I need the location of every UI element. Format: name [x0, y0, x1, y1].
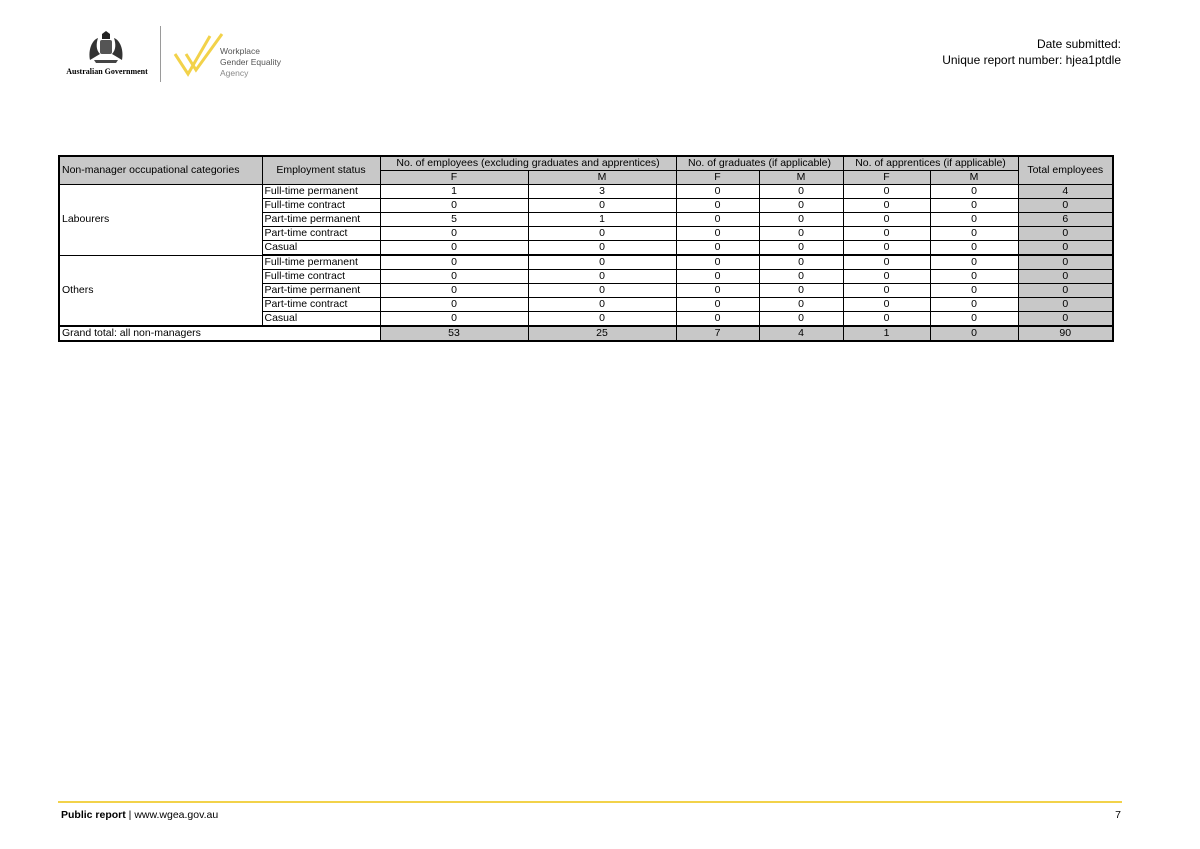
agency-line-3: Agency [220, 68, 249, 78]
value-cell: 3 [528, 185, 676, 199]
value-cell: 0 [759, 312, 843, 327]
value-cell: 0 [676, 185, 759, 199]
grand-total-label: Grand total: all non-managers [59, 326, 380, 341]
value-cell: 0 [930, 241, 1018, 256]
value-cell: 0 [380, 255, 528, 270]
status-cell: Part-time permanent [262, 213, 380, 227]
value-cell: 0 [676, 270, 759, 284]
value-cell: 0 [380, 227, 528, 241]
status-cell: Full-time permanent [262, 255, 380, 270]
value-cell: 0 [759, 213, 843, 227]
report-meta [942, 36, 1121, 68]
value-cell: 0 [380, 270, 528, 284]
header-employees-m: M [528, 171, 676, 185]
value-cell: 0 [676, 255, 759, 270]
report-number: Unique report number: hjea1ptdle [942, 53, 1121, 67]
header-category: Non-manager occupational categories [59, 156, 262, 185]
footer-url[interactable]: www.wgea.gov.au [134, 809, 219, 821]
total-cell: 0 [1018, 227, 1113, 241]
table-row [59, 185, 1113, 199]
grand-total-value: 53 [380, 326, 528, 341]
header-graduates-f: F [676, 171, 759, 185]
footer-divider [58, 801, 1122, 803]
status-cell: Part-time permanent [262, 284, 380, 298]
value-cell: 0 [528, 241, 676, 256]
value-cell: 0 [380, 298, 528, 312]
total-cell: 0 [1018, 298, 1113, 312]
category-cell: Labourers [59, 185, 262, 256]
grand-total-value: 25 [528, 326, 676, 341]
header-apprentices-f: F [843, 171, 930, 185]
page-number: 7 [1115, 809, 1121, 821]
header-graduates-m: M [759, 171, 843, 185]
value-cell: 0 [843, 185, 930, 199]
value-cell: 0 [930, 312, 1018, 327]
value-cell: 0 [759, 227, 843, 241]
value-cell: 0 [843, 255, 930, 270]
value-cell: 0 [843, 270, 930, 284]
value-cell: 0 [843, 284, 930, 298]
logo-area [62, 26, 302, 84]
header-status: Employment status [262, 156, 380, 185]
gov-name: Australian Government [66, 67, 148, 76]
header-employees-f: F [380, 171, 528, 185]
value-cell: 0 [843, 199, 930, 213]
grand-total-total: 90 [1018, 326, 1113, 341]
total-cell: 6 [1018, 213, 1113, 227]
logo-divider [160, 26, 161, 82]
wgea-tick-icon [172, 32, 226, 78]
value-cell: 0 [843, 227, 930, 241]
value-cell: 0 [930, 298, 1018, 312]
value-cell: 0 [843, 213, 930, 227]
category-cell: Others [59, 255, 262, 326]
value-cell: 0 [528, 284, 676, 298]
status-cell: Casual [262, 312, 380, 327]
value-cell: 0 [930, 270, 1018, 284]
header-apprentices-m: M [930, 171, 1018, 185]
header-employees: No. of employees (excluding graduates and apprentices) [380, 156, 676, 171]
status-cell: Part-time contract [262, 227, 380, 241]
total-cell: 0 [1018, 270, 1113, 284]
value-cell: 0 [676, 312, 759, 327]
value-cell: 0 [759, 298, 843, 312]
status-cell: Full-time contract [262, 270, 380, 284]
value-cell: 0 [930, 284, 1018, 298]
value-cell: 0 [380, 312, 528, 327]
value-cell: 0 [528, 227, 676, 241]
value-cell: 0 [528, 255, 676, 270]
value-cell: 0 [759, 270, 843, 284]
grand-total-value: 0 [930, 326, 1018, 341]
footer-public-report: Public report [61, 809, 126, 821]
total-cell: 0 [1018, 284, 1113, 298]
grand-total-value: 7 [676, 326, 759, 341]
value-cell: 0 [528, 270, 676, 284]
status-cell: Full-time contract [262, 199, 380, 213]
value-cell: 0 [759, 185, 843, 199]
total-cell: 4 [1018, 185, 1113, 199]
grand-total-value: 1 [843, 326, 930, 341]
header-graduates: No. of graduates (if applicable) [676, 156, 843, 171]
footer-text [61, 809, 218, 821]
value-cell: 0 [759, 255, 843, 270]
value-cell: 0 [930, 227, 1018, 241]
value-cell: 0 [930, 255, 1018, 270]
total-cell: 0 [1018, 312, 1113, 327]
value-cell: 0 [380, 284, 528, 298]
coat-of-arms-icon [82, 30, 130, 64]
value-cell: 0 [759, 241, 843, 256]
grand-total-row [59, 326, 1113, 341]
value-cell: 0 [930, 213, 1018, 227]
status-cell: Part-time contract [262, 298, 380, 312]
value-cell: 0 [676, 284, 759, 298]
value-cell: 0 [528, 298, 676, 312]
header-total: Total employees [1018, 156, 1113, 185]
value-cell: 0 [528, 312, 676, 327]
value-cell: 0 [843, 312, 930, 327]
value-cell: 0 [676, 298, 759, 312]
non-manager-table [58, 155, 1114, 342]
value-cell: 1 [528, 213, 676, 227]
value-cell: 5 [380, 213, 528, 227]
status-cell: Casual [262, 241, 380, 256]
value-cell: 0 [759, 199, 843, 213]
grand-total-value: 4 [759, 326, 843, 341]
value-cell: 0 [380, 241, 528, 256]
total-cell: 0 [1018, 255, 1113, 270]
header-apprentices: No. of apprentices (if applicable) [843, 156, 1018, 171]
value-cell: 1 [380, 185, 528, 199]
value-cell: 0 [843, 298, 930, 312]
value-cell: 0 [759, 284, 843, 298]
table-row [59, 255, 1113, 270]
agency-line-1: Workplace [220, 46, 260, 56]
value-cell: 0 [380, 199, 528, 213]
agency-line-2: Gender Equality [220, 57, 281, 67]
value-cell: 0 [930, 185, 1018, 199]
value-cell: 0 [676, 213, 759, 227]
date-submitted: Date submitted: [1036, 37, 1121, 51]
status-cell: Full-time permanent [262, 185, 380, 199]
value-cell: 0 [528, 199, 676, 213]
value-cell: 0 [930, 199, 1018, 213]
value-cell: 0 [843, 241, 930, 256]
value-cell: 0 [676, 241, 759, 256]
total-cell: 0 [1018, 199, 1113, 213]
value-cell: 0 [676, 227, 759, 241]
value-cell: 0 [676, 199, 759, 213]
total-cell: 0 [1018, 241, 1113, 256]
footer-separator: | [125, 809, 135, 821]
agency-name [220, 46, 281, 79]
